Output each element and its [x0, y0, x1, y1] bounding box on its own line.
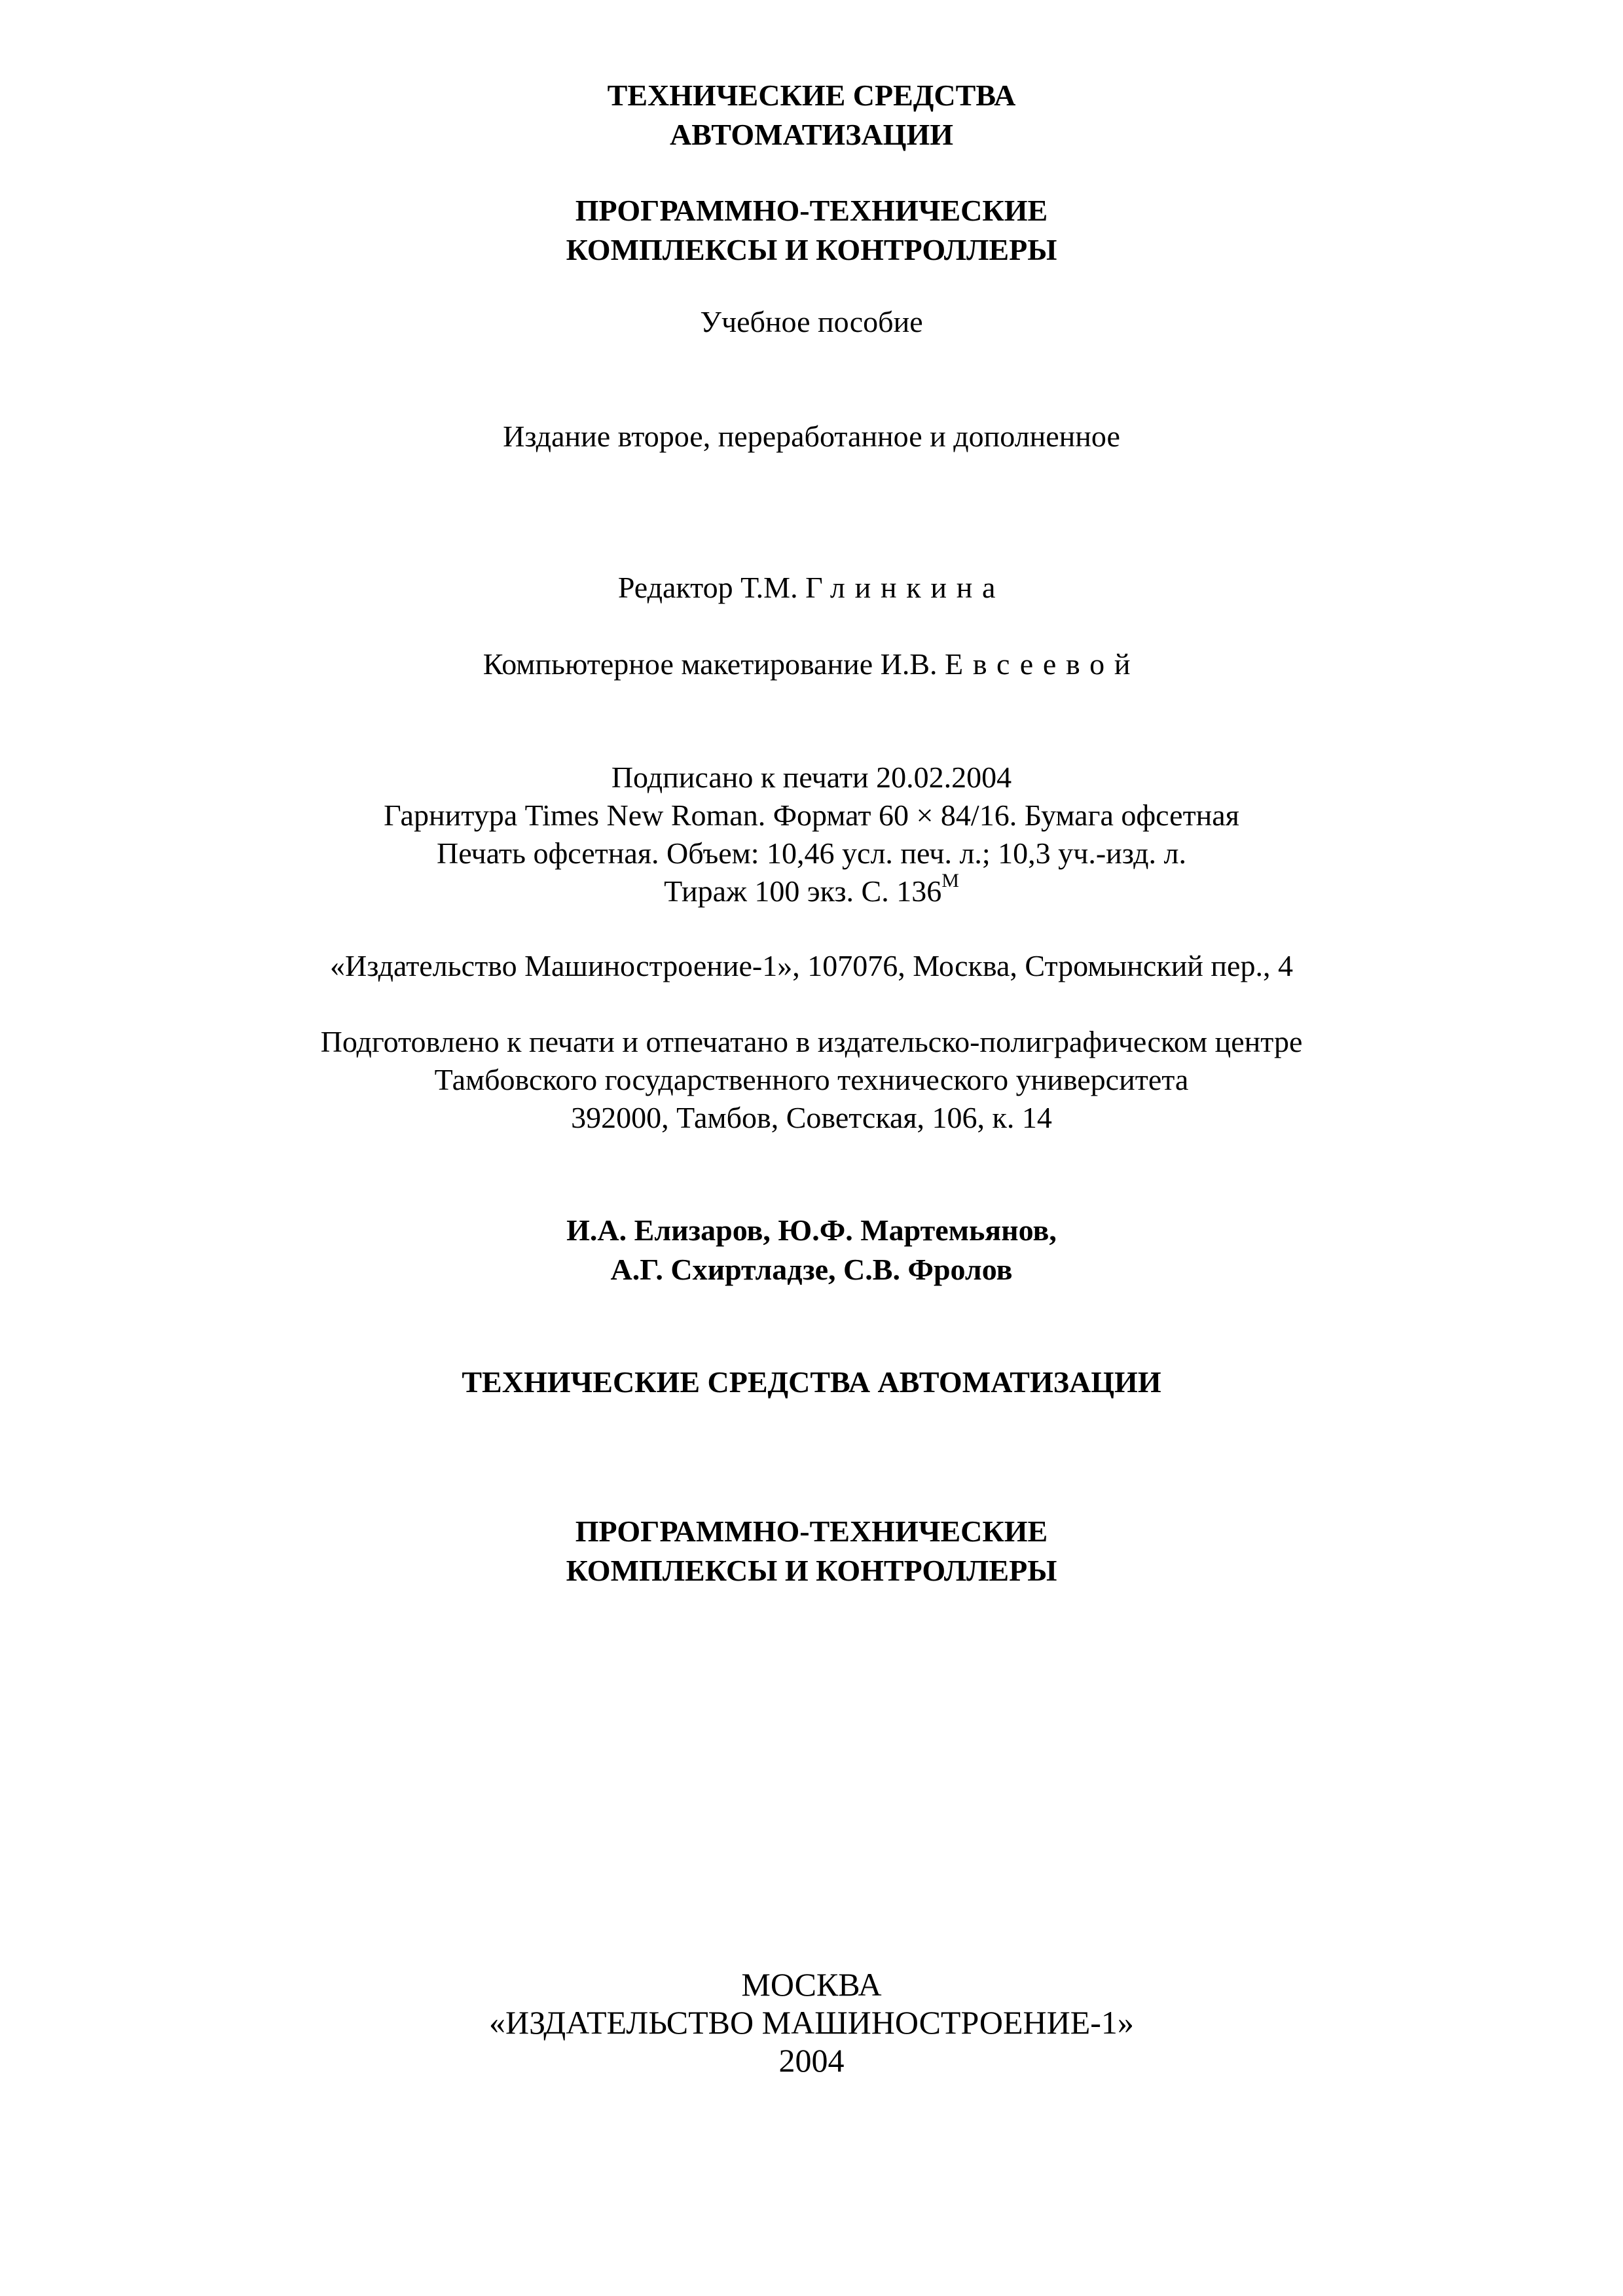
imprint-typeface: Гарнитура Times New Roman. Формат 60 × 84/16. Бумага офсетная	[384, 798, 1239, 832]
footer-city: МОСКВА	[741, 1966, 882, 2003]
editor-label: Редактор Т.М.	[617, 571, 798, 604]
layout-credit	[0, 645, 1623, 684]
header-subtitle-line-2: КОМПЛЕКСЫ И КОНТРОЛЛЕРЫ	[566, 233, 1057, 266]
footer-year: 2004	[778, 2042, 845, 2079]
imprint-run-text: Тираж 100 экз. С. 136	[664, 874, 942, 908]
book-type: Учебное пособие	[700, 305, 923, 338]
header-subtitle-line-1: ПРОГРАММНО-ТЕХНИЧЕСКИЕ	[575, 194, 1048, 227]
editor-credit	[0, 568, 1623, 607]
imprint-run-sup: М	[941, 869, 959, 891]
layout-label: Компьютерное макетирование И.В.	[483, 647, 938, 681]
header-title-line-2: АВТОМАТИЗАЦИИ	[669, 118, 954, 151]
book-title: ТЕХНИЧЕСКИЕ СРЕДСТВА АВТОМАТИЗАЦИИ	[462, 1365, 1161, 1399]
editor-surname: Глинкина	[805, 571, 1006, 604]
printer-line-3: 392000, Тамбов, Советская, 106, к. 14	[571, 1101, 1052, 1134]
imprint-printing: Печать офсетная. Объем: 10,46 усл. печ. л.; 10,3 уч.-изд. л.	[437, 836, 1186, 870]
printer-line-2: Тамбовского государственного технического университета	[434, 1063, 1189, 1096]
header-title-line-1: ТЕХНИЧЕСКИЕ СРЕДСТВА	[607, 79, 1016, 112]
footer-publisher: «ИЗДАТЕЛЬСТВО МАШИНОСТРОЕНИЕ-1»	[489, 2004, 1134, 2041]
publisher-address: «Издательство Машиностроение-1», 107076, Москва, Стромынский пер., 4	[330, 949, 1293, 982]
printer-line-1: Подготовлено к печати и отпечатано в издательско-полиграфическом центре	[320, 1025, 1303, 1058]
layout-surname: Евсеевой	[945, 647, 1140, 681]
authors-line-1: И.А. Елизаров, Ю.Ф. Мартемьянов,	[566, 1213, 1057, 1247]
book-subtitle-line-1: ПРОГРАММНО-ТЕХНИЧЕСКИЕ	[575, 1515, 1048, 1548]
imprint-signed: Подписано к печати 20.02.2004	[611, 761, 1012, 794]
edition-note: Издание второе, переработанное и дополненное	[503, 420, 1120, 453]
imprint-run	[0, 869, 1623, 911]
authors-line-2: А.Г. Схиртладзе, С.В. Фролов	[610, 1253, 1013, 1286]
book-subtitle-line-2: КОМПЛЕКСЫ И КОНТРОЛЛЕРЫ	[566, 1554, 1057, 1587]
